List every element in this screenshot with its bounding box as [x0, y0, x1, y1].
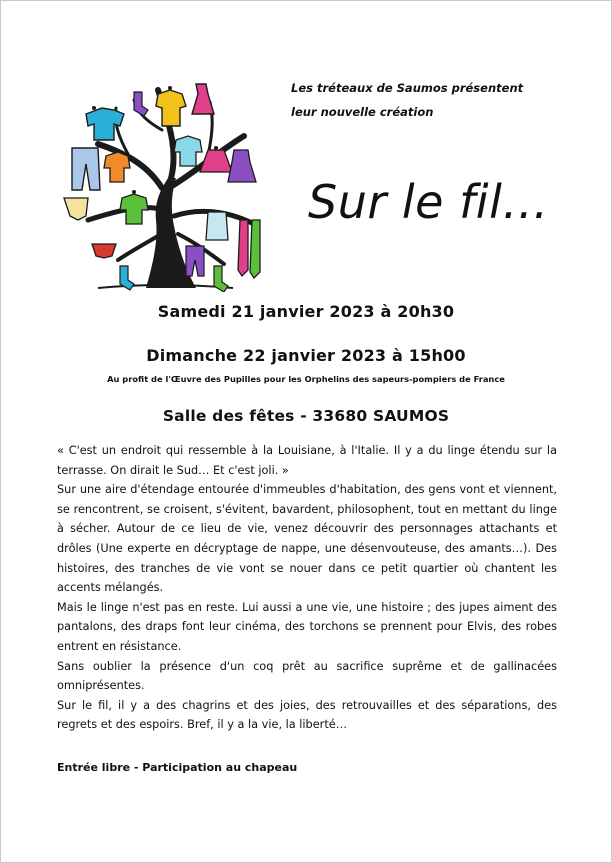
- show-title: Sur le fil…: [308, 175, 549, 229]
- date-sunday: Dimanche 22 janvier 2023 à 15h00: [146, 346, 466, 365]
- entry-note: Entrée libre - Participation au chapeau: [57, 761, 298, 774]
- paragraph-setting: Sur une aire d'étendage entourée d'immeubles d'habitation, des gens vont et viennent, se rencontrent, se croisent, s'évitent, bavardent, philosophent, tout en mettant du linge à sécher. Autour de ce lieu de vie, venez découvrir des personnages attachants et drôles (Une experte en décryptage de nappe, une désenvouteuse, des amants…). Des histoires, des tranches de vie vont se nouer dans ce petit quartier où chantent les accents mélangés.: [57, 483, 557, 595]
- paragraph-quote: « C'est un endroit qui ressemble à la Louisiane, à l'Italie. Il y a du linge étendu sur la terrasse. On dirait le Sud… Et c'est joli. »: [57, 444, 557, 477]
- profit-line: Au profit de l'Œuvre des Pupilles pour les Orphelins des sapeurs-pompiers de France: [107, 374, 505, 384]
- venue: Salle des fêtes - 33680 SAUMOS: [162, 407, 450, 425]
- paragraph-conclusion: Sur le fil, il y a des chagrins et des joies, des retrouvailles et des séparations, des regrets et des espoirs. Bref, il y a la vie, la liberté…: [57, 698, 557, 732]
- intro-text: Les tréteaux de Saumos présentent leur nouvelle création: [291, 81, 524, 119]
- paragraph-laundry: Mais le linge n'est pas en reste. Lui aussi a une vie, une histoire ; des jupes aiment des pantalons, des draps font leur cinéma, des torchons se prennent pour Elvis, des robes entrent en résistance.: [57, 600, 557, 653]
- date-saturday: Samedi 21 janvier 2023 à 20h30: [157, 302, 455, 321]
- tree-laundry-illustration: [58, 70, 268, 292]
- description: [57, 441, 557, 735]
- paragraph-rooster: Sans oublier la présence d'un coq prêt au sacrifice suprême et de gallinacées omniprésentes.: [57, 659, 557, 693]
